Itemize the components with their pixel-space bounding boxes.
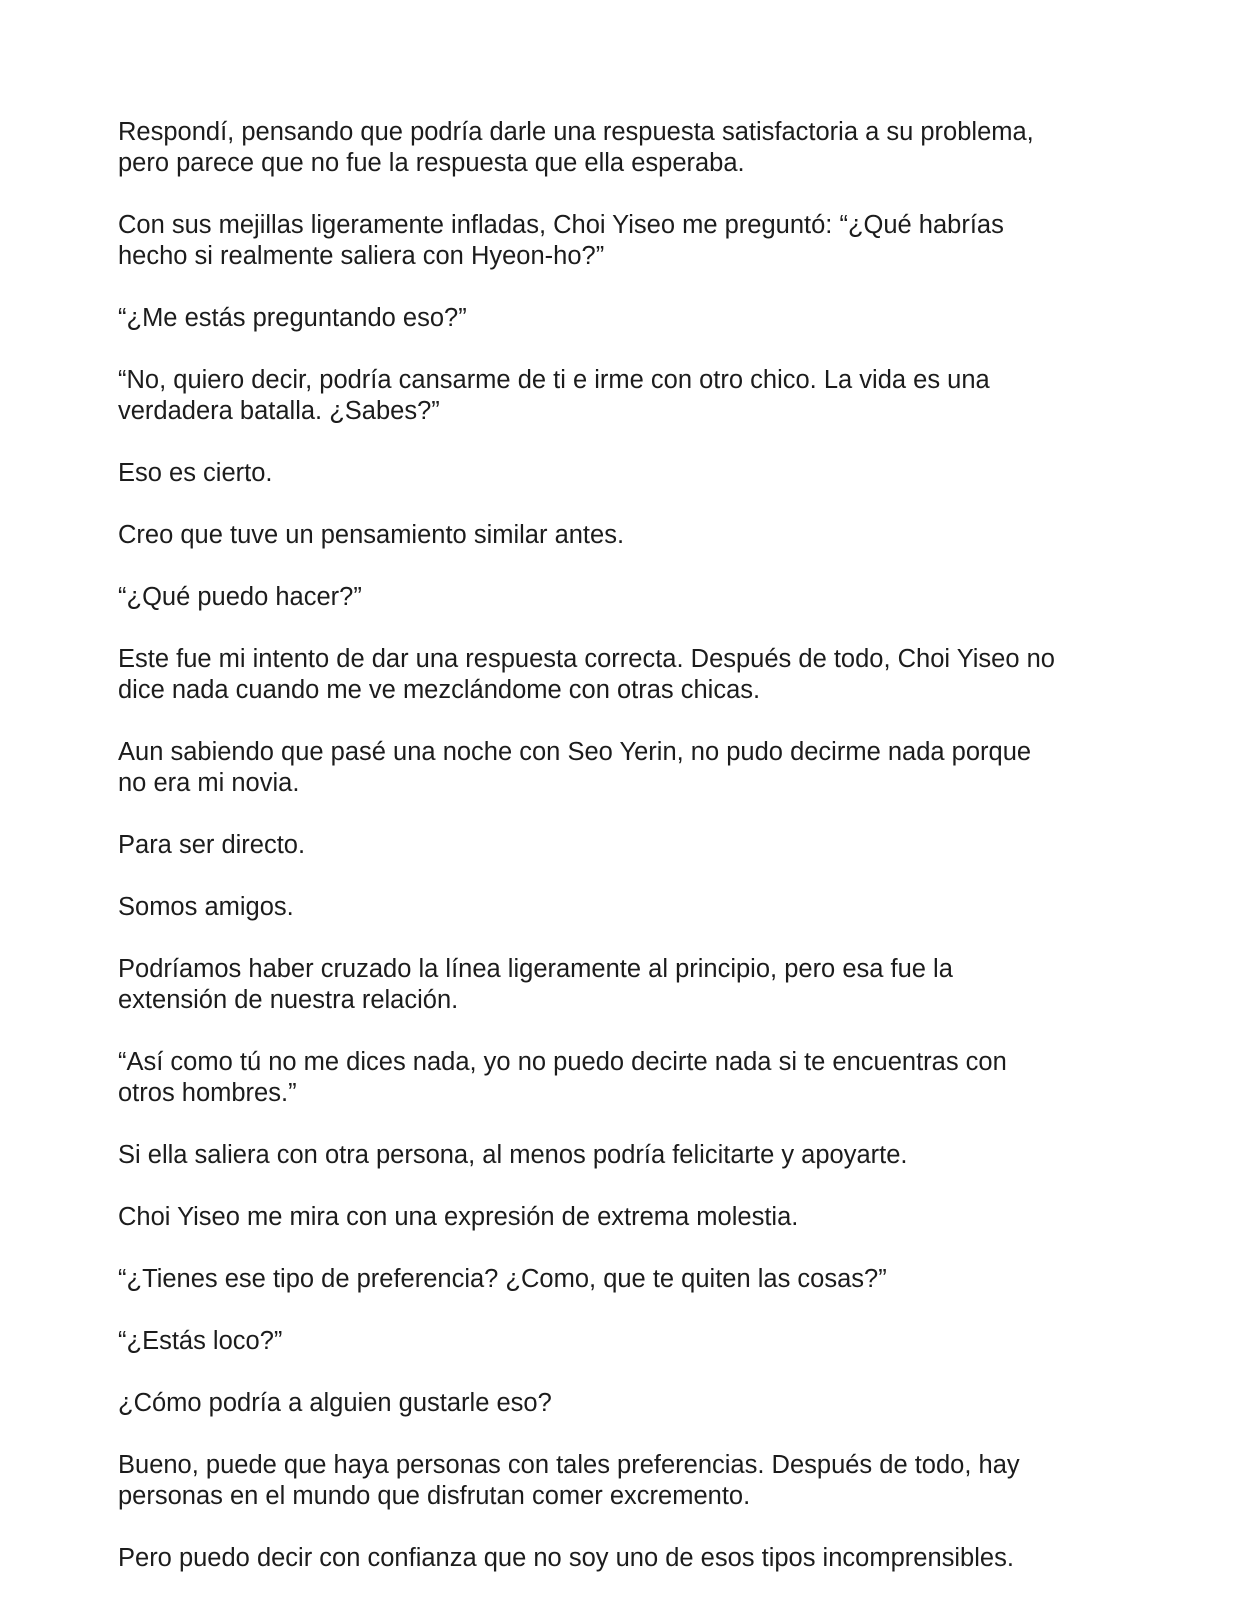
- paragraph: Para ser directo.: [118, 831, 306, 859]
- paragraph: “¿Estás loco?”: [118, 1327, 283, 1355]
- paragraph: Respondí, pensando que podría darle una respuesta satisfactoria a su problema, pero parece que no fue la respuesta que ella esperaba.: [118, 118, 1034, 177]
- paragraph: Bueno, puede que haya personas con tales preferencias. Después de todo, hay personas en el mundo que disfrutan comer excremento.: [118, 1451, 1020, 1510]
- paragraph: Si ella saliera con otra persona, al menos podría felicitarte y apoyarte.: [118, 1141, 908, 1169]
- paragraph: ¿Cómo podría a alguien gustarle eso?: [118, 1389, 552, 1417]
- paragraph: “No, quiero decir, podría cansarme de ti e irme con otro chico. La vida es una verdadera batalla. ¿Sabes?”: [118, 366, 990, 425]
- paragraph: Somos amigos.: [118, 893, 294, 921]
- paragraph: Este fue mi intento de dar una respuesta correcta. Después de todo, Choi Yiseo no dice nada cuando me ve mezclándome con otras chicas.: [118, 645, 1055, 704]
- paragraph: Eso es cierto.: [118, 459, 273, 487]
- paragraph: Creo que tuve un pensamiento similar antes.: [118, 521, 625, 549]
- document-body: [118, 117, 1128, 1605]
- paragraph: “¿Me estás preguntando eso?”: [118, 304, 467, 332]
- paragraph: “Así como tú no me dices nada, yo no puedo decirte nada si te encuentras con otros hombres.”: [118, 1048, 1007, 1107]
- paragraph: Podríamos haber cruzado la línea ligeramente al principio, pero esa fue la extensión de nuestra relación.: [118, 955, 953, 1014]
- paragraph: Choi Yiseo me mira con una expresión de extrema molestia.: [118, 1203, 799, 1231]
- paragraph: “¿Qué puedo hacer?”: [118, 583, 362, 611]
- paragraph: Pero puedo decir con confianza que no soy uno de esos tipos incomprensibles.: [118, 1544, 1014, 1572]
- paragraph: Con sus mejillas ligeramente infladas, Choi Yiseo me preguntó: “¿Qué habrías hecho si realmente saliera con Hyeon-ho?”: [118, 211, 1004, 270]
- paragraph: “¿Tienes ese tipo de preferencia? ¿Como, que te quiten las cosas?”: [118, 1265, 887, 1293]
- paragraph: Aun sabiendo que pasé una noche con Seo Yerin, no pudo decirme nada porque no era mi novia.: [118, 738, 1032, 797]
